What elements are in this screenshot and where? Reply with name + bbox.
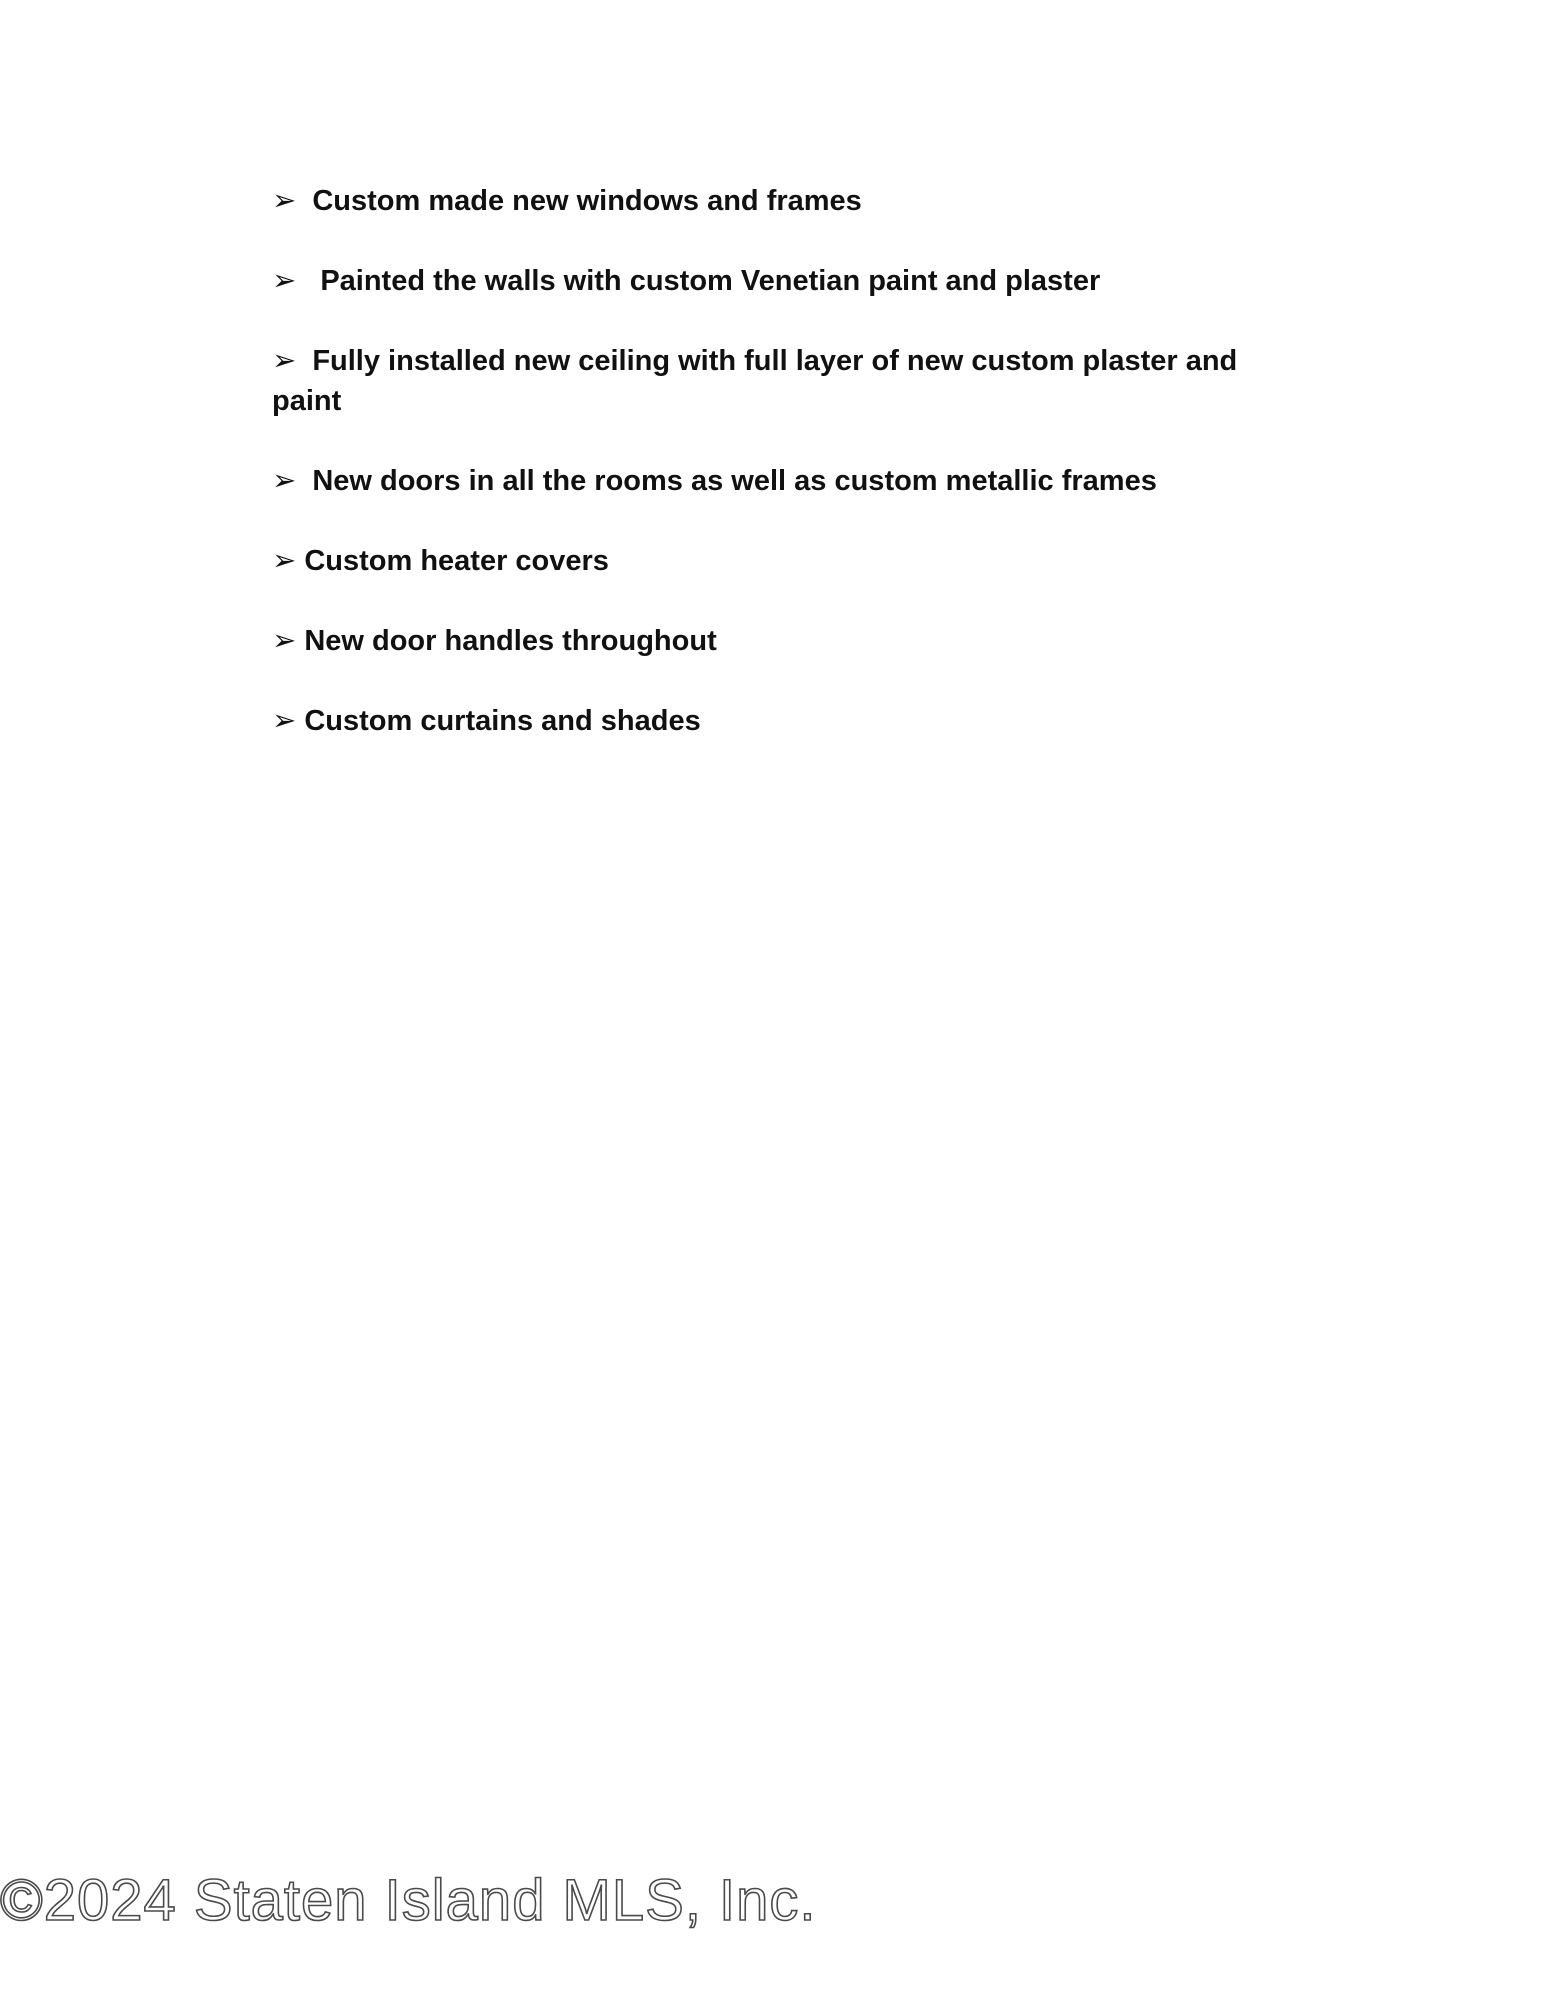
arrow-bullet-icon: ➢	[272, 545, 297, 577]
arrow-bullet-icon: ➢	[272, 345, 297, 377]
arrow-bullet-icon: ➢	[272, 185, 297, 217]
list-item	[272, 181, 1302, 221]
list-item	[272, 461, 1302, 501]
renovation-list	[272, 181, 1302, 781]
list-item	[272, 701, 1302, 741]
list-item	[272, 621, 1302, 661]
copyright-watermark: ©2024 Staten Island MLS, Inc.	[0, 1868, 817, 1933]
list-item-text: Custom heater covers	[304, 545, 609, 577]
list-item-text: Painted the walls with custom Venetian paint and plaster	[320, 265, 1101, 297]
list-item	[272, 341, 1302, 421]
arrow-bullet-icon: ➢	[272, 625, 297, 657]
list-item-text: Custom made new windows and frames	[312, 185, 862, 217]
arrow-bullet-icon: ➢	[272, 265, 297, 297]
list-item-text: Custom curtains and shades	[304, 705, 701, 737]
list-item-text: New doors in all the rooms as well as custom metallic frames	[312, 465, 1157, 497]
list-item-text: New door handles throughout	[304, 625, 717, 657]
list-item	[272, 541, 1302, 581]
arrow-bullet-icon: ➢	[272, 705, 297, 737]
list-item-text: Fully installed new ceiling with full layer of new custom plaster and paint	[272, 345, 1238, 417]
arrow-bullet-icon: ➢	[272, 465, 297, 497]
list-item	[272, 261, 1302, 301]
